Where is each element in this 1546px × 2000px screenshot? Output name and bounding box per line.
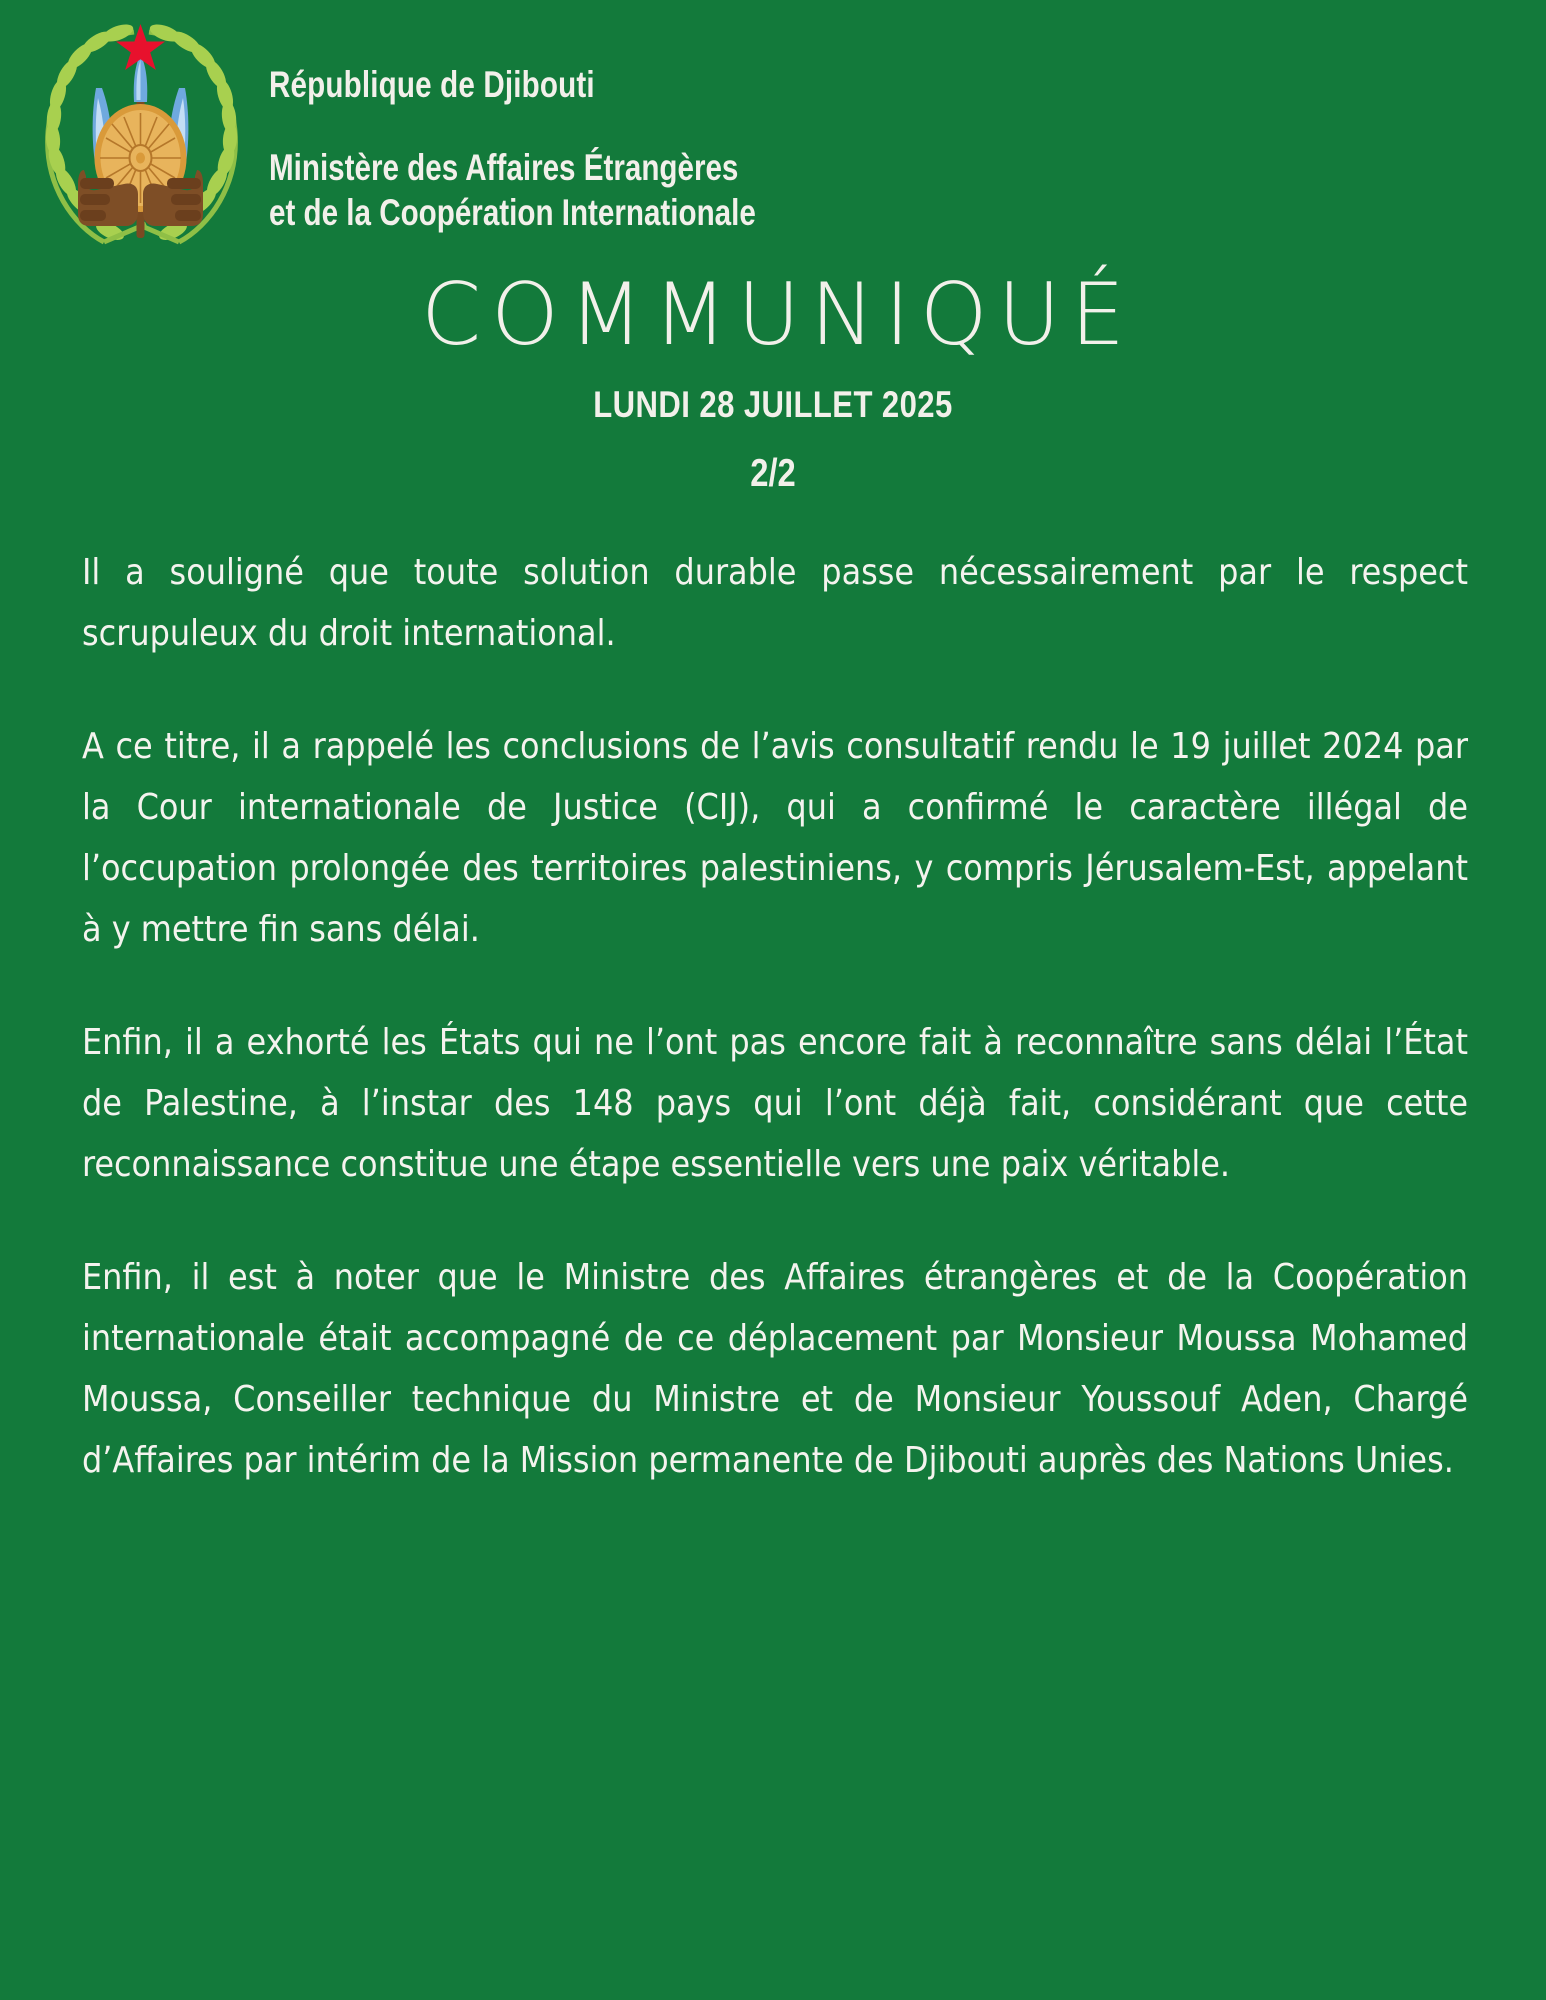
page-indicator: 2/2	[750, 452, 796, 495]
communique-body	[82, 542, 1468, 1491]
header-title-group	[269, 18, 878, 235]
country-name: République de Djibouti	[269, 64, 595, 105]
communique-date: LUNDI 28 JUILLET 2025	[593, 384, 953, 425]
communique-title-block	[0, 265, 1546, 496]
paragraph-2: A ce titre, il a rappelé les conclusions de l’avis consultatif rendu le 19 juillet 2024 par la Cour internationale de Justice (CIJ), qui a confirmé le caractère illégal de l’occupation prolongée des territoires palestiniens, y compris Jérusalem-Est, appelant à y mettre fin sans délai.	[82, 726, 1468, 950]
paragraph-1: Il a souligné que toute solution durable passe nécessairement par le respect scrupuleux du droit international.	[82, 552, 1468, 654]
page-title: COMMUNIQUÉ	[421, 265, 1135, 365]
ministry-name-line2: et de la Coopération Internationale	[269, 191, 756, 233]
document-header	[0, 0, 1546, 250]
paragraph-3: Enfin, il a exhorté les États qui ne l’ont pas encore fait à reconnaître sans délai l’État de Palestine, à l’instar des 148 pays qui l’ont déjà fait, considérant que cette reconnaissance constitue une étape essentielle vers une paix véritable.	[82, 1022, 1468, 1185]
ministry-name-line1: Ministère des Affaires Étrangères	[269, 146, 739, 188]
ministry-name	[269, 145, 756, 235]
djibouti-coat-of-arms-icon	[34, 18, 249, 250]
paragraph-4: Enfin, il est à noter que le Ministre des Affaires étrangères et de la Coopération internationale était accompagné de ce déplacement par Monsieur Moussa Mohamed Moussa, Conseiller technique du Ministre et de Monsieur Youssouf Aden, Chargé d’Affaires par intérim de la Mission permanente de Djibouti auprès des Nations Unies.	[82, 1257, 1468, 1481]
